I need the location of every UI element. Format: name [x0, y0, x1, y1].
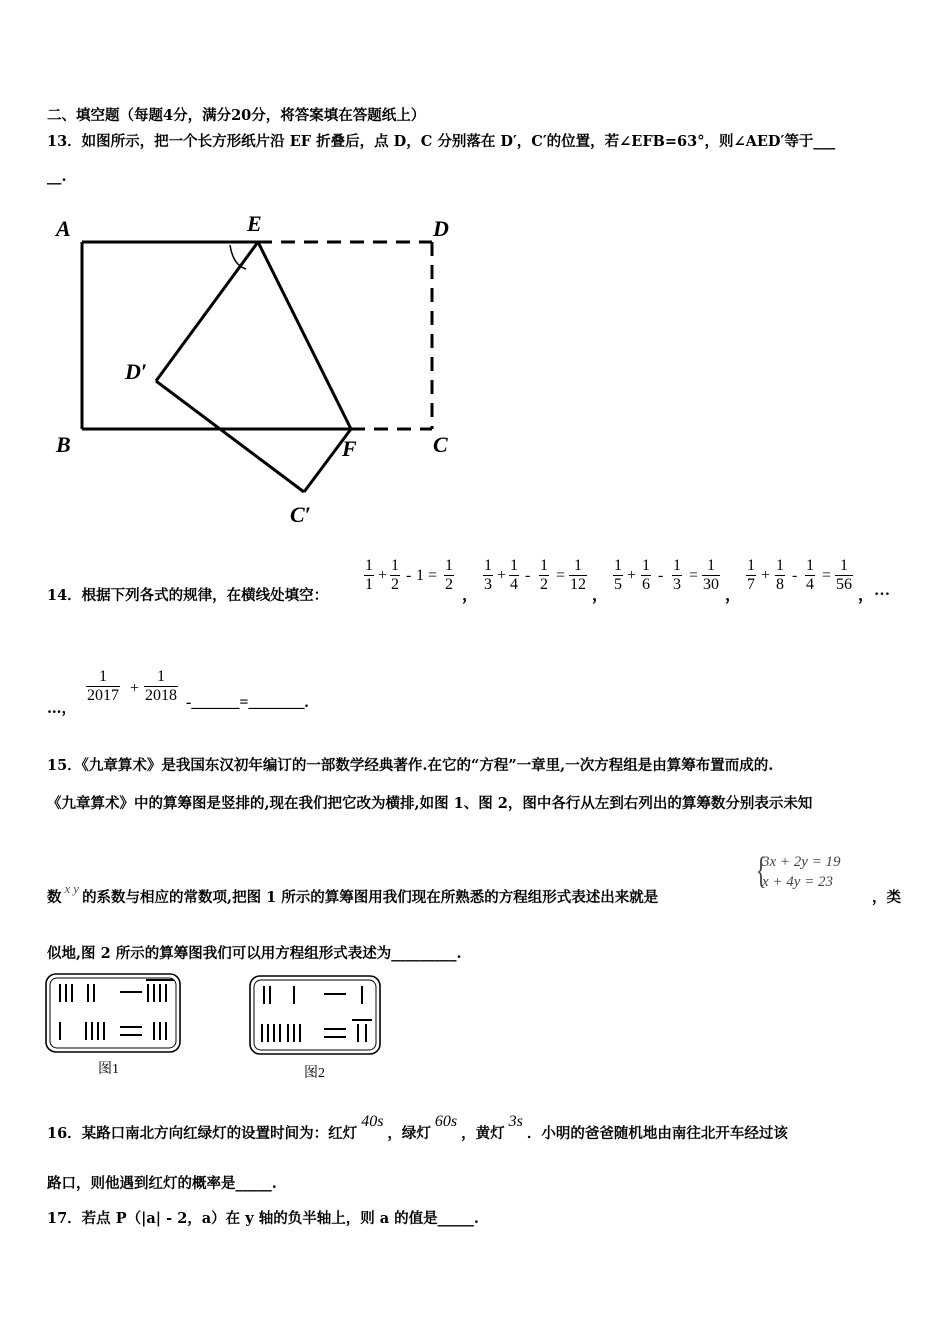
var-x: x — [64, 881, 71, 896]
var-y: y — [73, 881, 80, 896]
frac: $\frac{1}{7}$ — [747, 557, 755, 593]
green-time: 60s — [434, 1113, 458, 1130]
rod-figure-2 — [248, 974, 384, 1058]
label-d: D — [433, 216, 449, 241]
q16-text-cont: 路口，则他遇到红灯的概率是_____. — [47, 1175, 277, 1192]
label-a: A — [56, 216, 71, 241]
frac: $\frac{1}{1}$ — [365, 557, 373, 593]
angle-arc — [230, 245, 246, 269]
frac: $\frac{1}{2018}$ — [145, 668, 177, 704]
frac: $\frac{1}{2017}$ — [87, 668, 119, 704]
q17-text: 17．若点 P（|a| - 2，a）在 y 轴的负半轴上，则 a 的值是_____. — [47, 1210, 479, 1227]
frac: $\frac{1}{5}$ — [614, 557, 622, 593]
equation-2: x + 4y = 23 — [762, 874, 834, 890]
edge-ef — [258, 242, 351, 429]
q15-line3: 数x y的系数与相应的常数项,把图 1 所示的算筹图用我们现在所熟悉的方程组形式表述出来就是 — [47, 881, 659, 906]
equation-1: 3x + 2y = 19 — [762, 854, 841, 870]
frac: $\frac{1}{8}$ — [776, 557, 784, 593]
edge-ed1 — [156, 242, 258, 381]
edge-d1c1 — [156, 381, 304, 492]
q15-text: 15．《九章算术》是我国东汉初年编订的一部数学经典著作.在它的“方程”一章里,一次方程组是由算筹布置而成的. — [47, 757, 774, 774]
frac: $\frac{1}{30}$ — [703, 557, 719, 593]
frac: $\frac{1}{12}$ — [570, 557, 586, 593]
frac: $\frac{1}{3}$ — [673, 557, 681, 593]
frac: $\frac{1}{6}$ — [642, 557, 650, 593]
q13-fold-diagram — [40, 205, 480, 535]
frac: $\frac{1}{4}$ — [806, 557, 814, 593]
q14-sub-1: 1 — [416, 567, 424, 584]
q15-line3-end: ，类 — [872, 889, 901, 906]
label-d-prime: D′ — [125, 359, 148, 384]
q16-text: 16．某路口南北方向红绿灯的设置时间为：红灯40s，绿灯60s，黄灯3s．小明的爸爸随机地由南往北开车经过该 — [47, 1113, 788, 1142]
rod-figure-1 — [44, 972, 184, 1056]
q14-ellipsis: … — [874, 582, 890, 599]
q13-text: 13．如图所示，把一个长方形纸片沿 EF 折叠后，点 D，C 分别落在 D′，C′的位置，若∠EFB=63°，则∠AED′等于___ — [47, 133, 836, 150]
q14-text: 14．根据下列各式的规律，在横线处填空： — [47, 587, 329, 604]
figure-2-caption: 图2 — [304, 1066, 325, 1081]
frac: $\frac{1}{3}$ — [484, 557, 492, 593]
q15-text-line4: 似地,图 2 所示的算筹图我们可以用方程组形式表述为_________. — [47, 945, 462, 962]
q15-text-cont: 《九章算术》中的算筹图是竖排的,现在我们把它改为横排,如图 1、图 2，图中各行从左到右列出的算筹数分别表示未知 — [47, 795, 813, 812]
figure-1-caption: 图1 — [98, 1062, 119, 1077]
red-time: 40s — [361, 1113, 384, 1130]
frac: $\frac{1}{2}$ — [391, 557, 399, 593]
label-e: E — [247, 211, 262, 236]
frac: $\frac{1}{56}$ — [836, 557, 852, 593]
q14-tail: -______=_______. — [186, 694, 309, 711]
label-b: B — [56, 432, 71, 457]
section-heading: 二、填空题（每题4分，满分20分，将答案填在答题纸上） — [47, 107, 426, 124]
equation-system: { 3x + 2y = 19 x + 4y = 23 — [755, 850, 841, 892]
frac: $\frac{1}{4}$ — [510, 557, 518, 593]
q13-text-cont: __. — [47, 168, 67, 185]
q14-line2-prefix: …， — [47, 700, 76, 717]
yellow-time: 3s — [508, 1113, 523, 1130]
label-f: F — [342, 436, 357, 461]
label-c: C — [433, 432, 448, 457]
frac: $\frac{1}{2}$ — [445, 557, 453, 593]
label-c-prime: C′ — [290, 502, 311, 527]
frac: $\frac{1}{2}$ — [540, 557, 548, 593]
